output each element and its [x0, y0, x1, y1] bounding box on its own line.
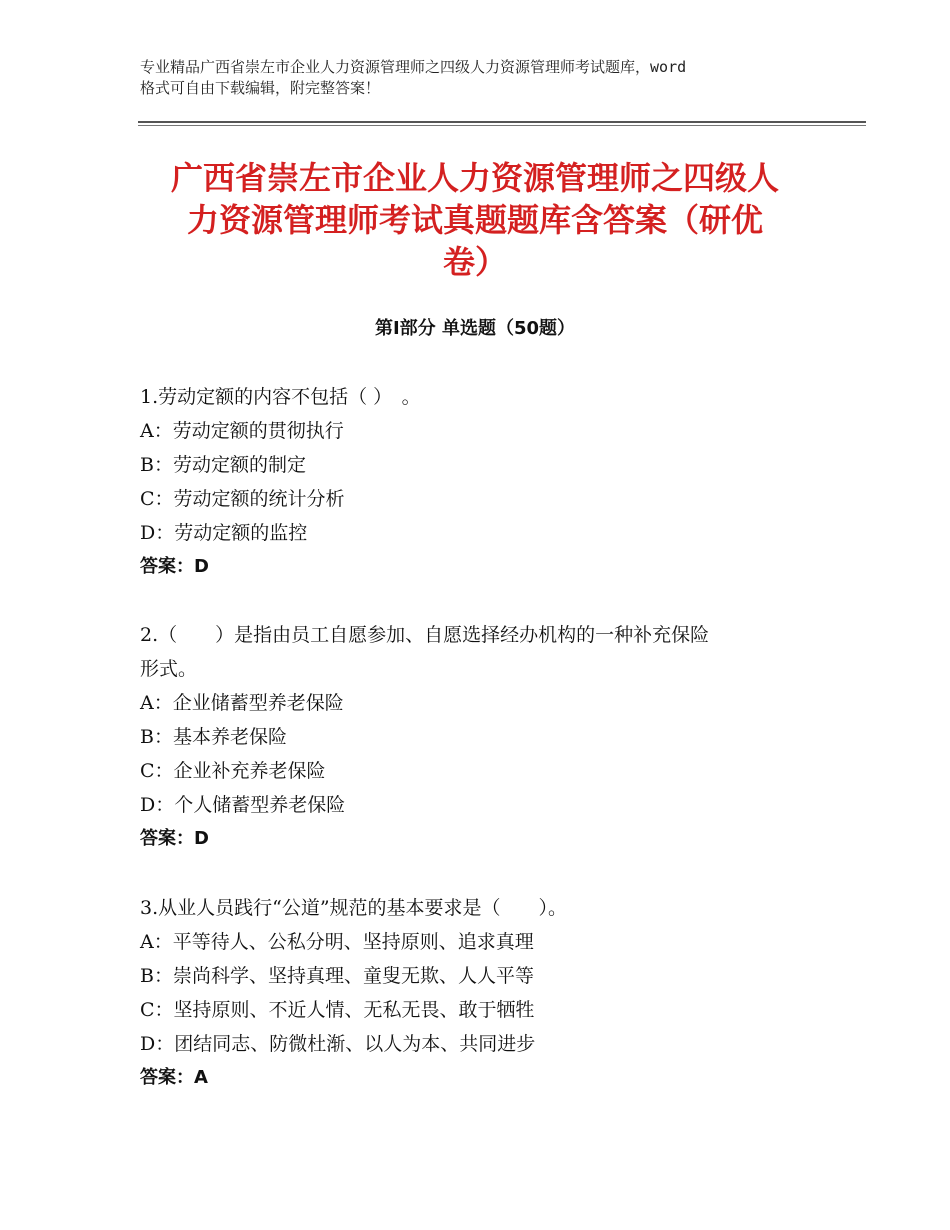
answer-label: 答案：A — [140, 1067, 208, 1088]
answer-label: 答案：D — [140, 828, 209, 849]
header-note-line-1: 专业精品广西省崇左市企业人力资源管理师之四级人力资源管理师考试题库，word — [140, 58, 687, 76]
option-c: C：坚持原则、不近人情、无私无畏、敢于牺牲 — [140, 999, 535, 1021]
option-a: A：平等待人、公私分明、坚持原则、追求真理 — [140, 931, 534, 953]
question-stem-continued: 形式。 — [140, 658, 198, 680]
document-title-line-1: 广西省崇左市企业人力资源管理师之四级人 — [170, 159, 779, 197]
header-note-line-2: 格式可自由下载编辑，附完整答案！ — [140, 79, 381, 97]
option-b: B：崇尚科学、坚持真理、童叟无欺、人人平等 — [140, 965, 534, 987]
option-c: C：企业补充养老保险 — [140, 760, 326, 782]
option-b: B：基本养老保险 — [140, 726, 287, 748]
section-title: 第Ⅰ部分 单选题（50题） — [374, 318, 575, 339]
question-3 — [140, 891, 820, 1095]
question-stem: 2.（ ）是指由员工自愿参加、自愿选择经办机构的一种补充保险 — [140, 624, 710, 646]
option-b: B：劳动定额的制定 — [140, 454, 306, 476]
option-d: D：劳动定额的监控 — [140, 522, 308, 544]
question-1 — [140, 380, 820, 584]
option-a: A：劳动定额的贯彻执行 — [140, 420, 344, 442]
question-2 — [140, 618, 820, 856]
document-title-line-3: 卷） — [442, 243, 507, 281]
option-c: C：劳动定额的统计分析 — [140, 488, 345, 510]
header-divider-thick — [138, 121, 866, 123]
question-stem: 3.从业人员践行“公道”规范的基本要求是（ ）。 — [140, 897, 568, 919]
document-title-line-2: 力资源管理师考试真题题库含答案（研优 — [186, 201, 763, 239]
header-note — [140, 57, 820, 99]
option-d: D：个人储蓄型养老保险 — [140, 794, 346, 816]
header-divider-thin — [138, 125, 866, 126]
option-a: A：企业储蓄型养老保险 — [140, 692, 344, 714]
document-title — [138, 157, 812, 283]
answer-label: 答案：D — [140, 556, 209, 577]
option-d: D：团结同志、防微杜渐、以人为本、共同进步 — [140, 1033, 536, 1055]
question-stem: 1.劳动定额的内容不包括（ ） 。 — [140, 386, 421, 408]
